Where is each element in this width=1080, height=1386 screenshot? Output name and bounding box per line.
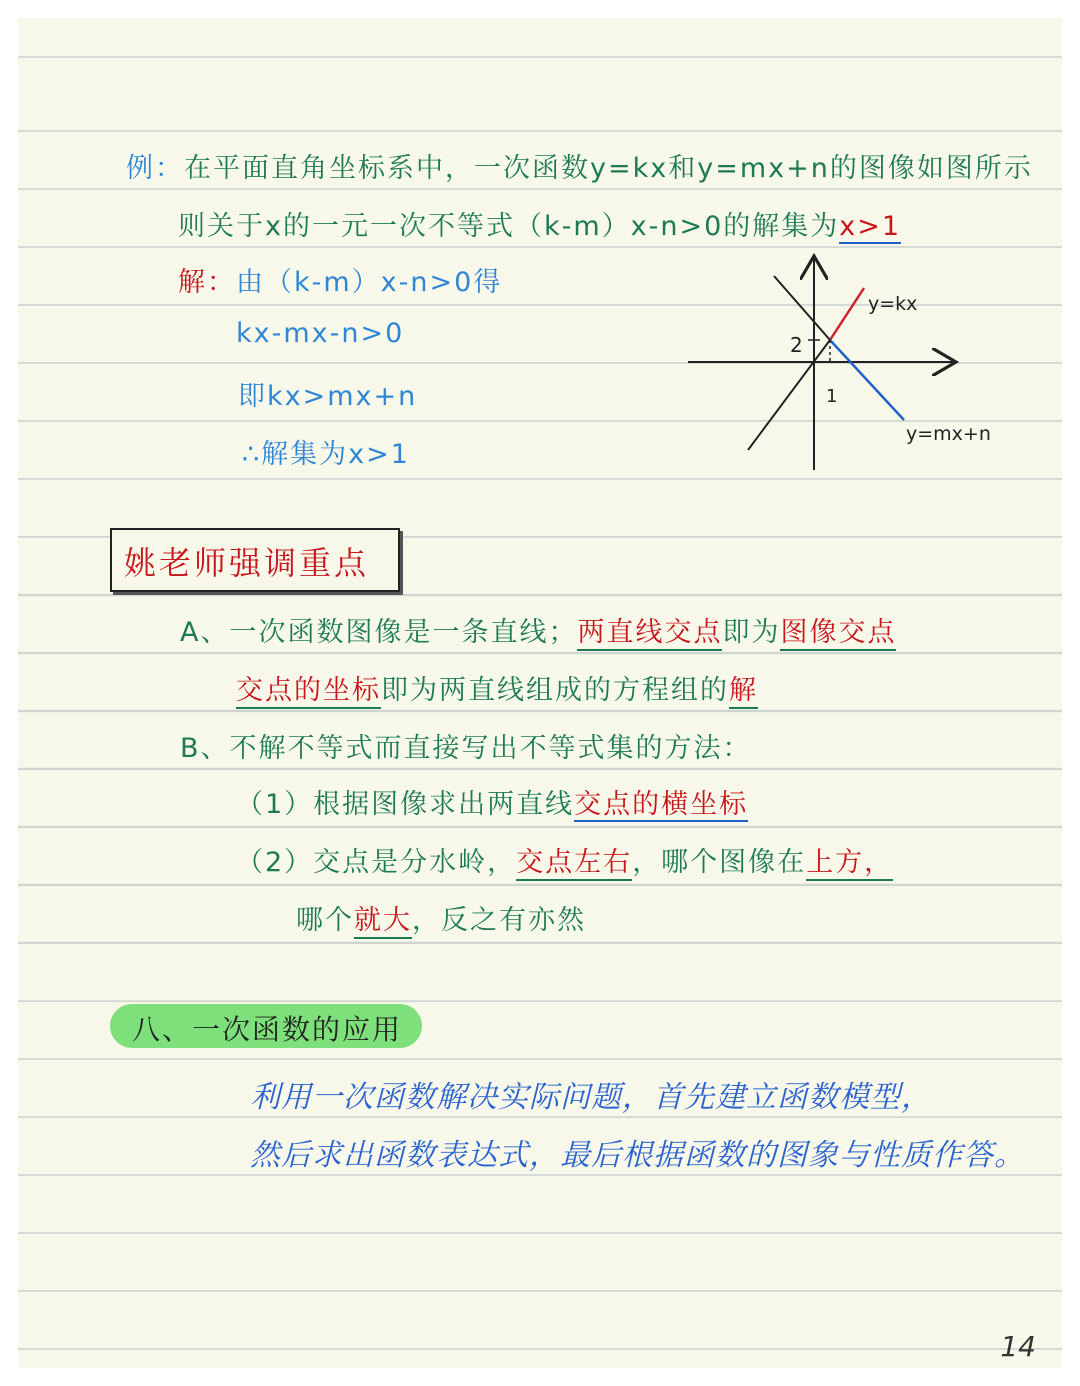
section-8-line-1: 利用一次函数解决实际问题，首先建立函数模型，: [250, 1080, 932, 1115]
b1-prefix: （1）根据图像求出两直线: [236, 789, 575, 820]
a2-red-1: 交点的坐标: [236, 675, 381, 709]
a2-mid: 即为两直线组成的方程组的: [381, 675, 729, 706]
example-text-2: 则关于x的一元一次不等式（k-m）x-n>0的解集为: [178, 211, 840, 242]
b2-mid: ，哪个图像在: [632, 847, 807, 878]
b1-red: 交点的横坐标: [574, 789, 749, 820]
b3-red: 就大: [354, 905, 412, 939]
a-red-1: 两直线交点: [577, 617, 722, 651]
section-8-heading-pill: [110, 1004, 422, 1048]
function-graph: [678, 246, 1038, 486]
solution-lead: 由（k-m）x-n>0得: [236, 267, 503, 298]
line-kx-red: [830, 288, 864, 340]
example-answer: x>1: [839, 211, 902, 242]
b3-prefix: 哪个: [296, 905, 354, 936]
example-prefix: 例：: [126, 153, 184, 184]
a2-red-2: 解: [729, 675, 758, 709]
a-red-2: 图像交点: [780, 617, 896, 651]
x-tick-label: 1: [826, 386, 838, 407]
emphasis-b2-line: [236, 840, 893, 879]
b2-red-1: 交点左右: [516, 847, 632, 881]
emphasis-a-line: [180, 610, 896, 649]
solution-label: 解：: [178, 267, 236, 298]
b2-red-2: 上方，: [806, 847, 893, 881]
example-text-1: 在平面直角坐标系中，一次函数y=kx和y=mx+n的图像如图所示: [184, 153, 1033, 184]
line-mxn-black: [774, 276, 830, 340]
solution-step-3: ∴解集为x>1: [242, 439, 410, 470]
example-line-2: [178, 204, 901, 243]
emphasis-title: 姚老师强调重点: [124, 544, 370, 582]
b2-prefix: （2）交点是分水岭，: [236, 847, 517, 878]
a-prefix: A、一次函数图像是一条直线；: [180, 617, 578, 648]
y-tick-label: 2: [790, 333, 803, 357]
label-kx: y=kx: [868, 293, 918, 315]
page-number: 14: [1000, 1330, 1036, 1363]
emphasis-title-box: [110, 528, 400, 592]
line-kx-black: [748, 340, 830, 450]
emphasis-b1-line: [236, 782, 748, 821]
b3-suffix: ，反之有亦然: [412, 905, 586, 936]
emphasis-b3-line: [296, 898, 586, 937]
emphasis-b-line: B、不解不等式而直接写出不等式集的方法：: [180, 733, 752, 764]
line-mxn-blue: [830, 340, 904, 420]
notebook-page: [18, 18, 1062, 1368]
solution-step-2: 即kx>mx+n: [238, 381, 418, 412]
emphasis-a2-line: [236, 668, 758, 707]
solution-step-1: kx-mx-n>0: [236, 318, 405, 349]
section-8-heading: 八、一次函数的应用: [132, 1013, 403, 1046]
a-mid: 即为: [722, 617, 781, 648]
example-line-1: [126, 146, 1033, 185]
section-8-line-2: 然后求出函数表达式，最后根据函数的图象与性质作答。: [250, 1138, 1025, 1173]
label-mxn: y=mx+n: [906, 423, 991, 445]
solution-line: [178, 260, 502, 299]
